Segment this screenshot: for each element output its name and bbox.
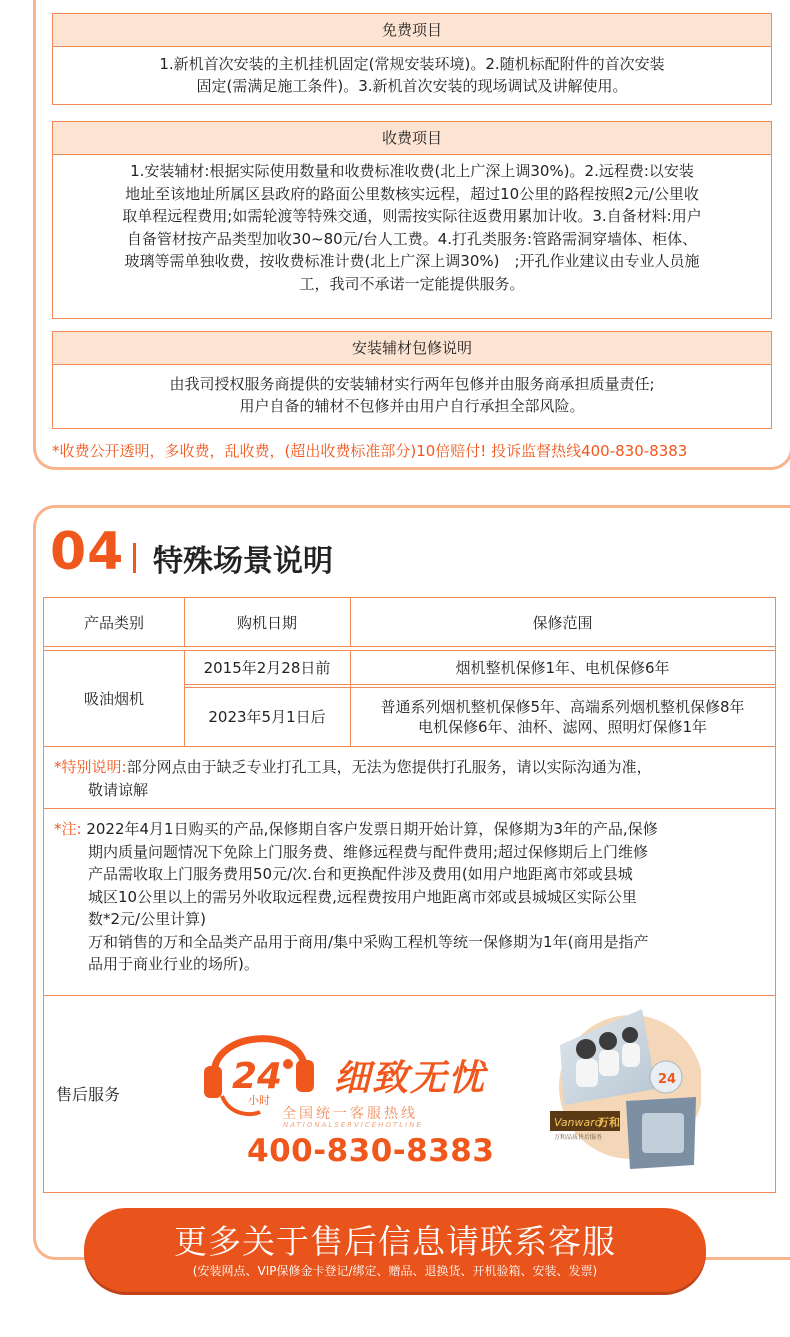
hotline-en: NATIONALSERVICEHOTLINE — [283, 1121, 423, 1129]
footnote-line: 品用于商业行业的场所)。 — [88, 955, 259, 973]
footnote-line: 产品需收取上门服务费用50元/次.台和更换配件涉及费用(如用户地距离市郊或县城 — [88, 865, 633, 883]
column-header-date: 购机日期 — [236, 613, 297, 632]
footnote-line: 2022年4月1日购买的产品,保修期自客户发票日期开始计算，保修期为3年的产品,保修 — [86, 820, 658, 838]
cta-main-text: 更多关于售后信息请联系客服 — [174, 1222, 616, 1261]
complaint-note: *收费公开透明，多收费，乱收费，(超出收费标准部分)10倍赔付! 投诉监督热线400-830-8383 — [52, 442, 688, 460]
free-items-box — [52, 13, 772, 105]
brand-cn-text: 万和 — [598, 1116, 620, 1129]
table-divider — [44, 995, 775, 996]
charged-items-line: 自备管材按产品类型加收30~80元/台人工费。4.打孔类服务:管路需洞穿墙体、柜体、 — [126, 229, 698, 248]
table-cell-category: 吸油烟机 — [83, 689, 144, 708]
scope-line: 普通系列烟机整机保修5年、高端系列烟机整机保修8年 — [380, 697, 745, 716]
slogan: 细致无忧 — [334, 1058, 487, 1099]
charged-items-box — [52, 121, 772, 319]
table-divider — [44, 808, 775, 809]
cta-sub-text: (安装网点、VIP保修金卡登记/绑定、赠品、退换货、开机验箱、安装、发票) — [192, 1264, 598, 1278]
section-number: 04 — [50, 522, 125, 582]
column-header-scope: 保修范围 — [532, 613, 593, 632]
hotline-cn: 全国统一客服热线 — [282, 1106, 418, 1122]
footnote-line: 期内质量问题情况下免除上门服务费、维修远程费与配件费用;超过保修期后上门维修 — [88, 842, 649, 861]
service-photo-image — [546, 1005, 701, 1175]
special-note-line: 部分网点由于缺乏专业打孔工具，无法为您提供打孔服务，请以实际沟通为准， — [126, 758, 652, 776]
brand-en-text: Vanward — [554, 1116, 602, 1129]
table-divider — [44, 646, 775, 647]
table-header-row — [44, 598, 775, 646]
table-row — [44, 650, 775, 684]
table-row — [44, 687, 775, 746]
section-title: 特殊场景说明 — [153, 544, 333, 579]
charged-items-line: 玻璃等需单独收费，按收费标准计费(北上广深上调30%) ;开孔作业建议由专业人员施 — [124, 252, 700, 270]
warranty-materials-body — [53, 365, 771, 423]
footnote — [54, 818, 769, 976]
warranty-materials-line: 由我司授权服务商提供的安装辅材实行两年包修并由服务商承担质量责任; — [169, 375, 655, 393]
free-items-body — [53, 47, 771, 103]
table-divider — [184, 684, 775, 685]
badge-hours-text: 小时 — [248, 1094, 270, 1107]
column-header-category: 产品类别 — [83, 613, 144, 632]
charged-items-body — [53, 155, 771, 300]
hotline-phone: 400-830-8383 — [247, 1133, 495, 1169]
brand-sub-text: 万和品质售后服务 — [554, 1134, 603, 1141]
photo-badge-text: 24 — [658, 1072, 677, 1087]
warranty-materials-header: 安装辅材包修说明 — [53, 332, 771, 365]
table-cell-scope — [350, 687, 775, 746]
charged-items-line: 工，我司不承诺一定能提供服务。 — [299, 274, 525, 293]
table-divider — [350, 598, 351, 646]
footnote-line: 万和销售的万和全品类产品用于商用/集中采购工程机等统一保修期为1年(商用是指产 — [88, 932, 649, 951]
footnote-line: 城区10公里以上的需另外收取远程费,远程费按用户地距离市郊或县城城区实际公里 — [88, 887, 637, 906]
free-items-line: 固定(需满足施工条件)。3.新机首次安装的现场调试及讲解使用。 — [196, 77, 628, 95]
charged-items-header: 收费项目 — [53, 122, 771, 155]
free-items-header: 免费项目 — [53, 14, 771, 47]
warranty-materials-line: 用户自备的辅材不包修并由用户自行承担全部风险。 — [239, 397, 585, 415]
table-cell-scope: 烟机整机保修1年、电机保修6年 — [455, 658, 670, 677]
table-cell-date: 2023年5月1日后 — [208, 708, 326, 726]
special-note-label: *特别说明: — [54, 758, 127, 776]
table-divider — [184, 598, 185, 646]
footnote-line: 数*2元/公里计算) — [88, 910, 206, 928]
footnote-label: *注: — [54, 820, 82, 838]
section-divider — [133, 543, 136, 573]
table-divider — [44, 746, 775, 747]
table-cell-date: 2015年2月28日前 — [203, 658, 331, 677]
contact-service-banner[interactable] — [84, 1208, 706, 1292]
scope-line: 电机保修6年、油杯、滤网、照明灯保修1年 — [417, 717, 708, 736]
charged-items-line: 地址至该地址所属区县政府的路面公里数核实远程，超过10公里的路程按照2元/公里收 — [125, 184, 699, 203]
free-items-line: 1.新机首次安装的主机挂机固定(常规安装环境)。2.随机标配附件的首次安装 — [159, 55, 665, 73]
warranty-materials-box — [52, 331, 772, 429]
after-sales-label: 售后服务 — [56, 1085, 121, 1104]
charged-items-line: 取单程远程费用;如需轮渡等特殊交通，则需按实际往返费用累加计收。3.自备材料:用户 — [122, 207, 702, 225]
special-note — [54, 756, 769, 801]
special-note-line: 敬请谅解 — [88, 780, 149, 799]
badge-24-text: 24 — [232, 1056, 283, 1097]
charged-items-line: 1.安装辅材:根据实际使用数量和收费标准收费(北上广深上调30%)。2.远程费:以安装 — [130, 162, 694, 180]
